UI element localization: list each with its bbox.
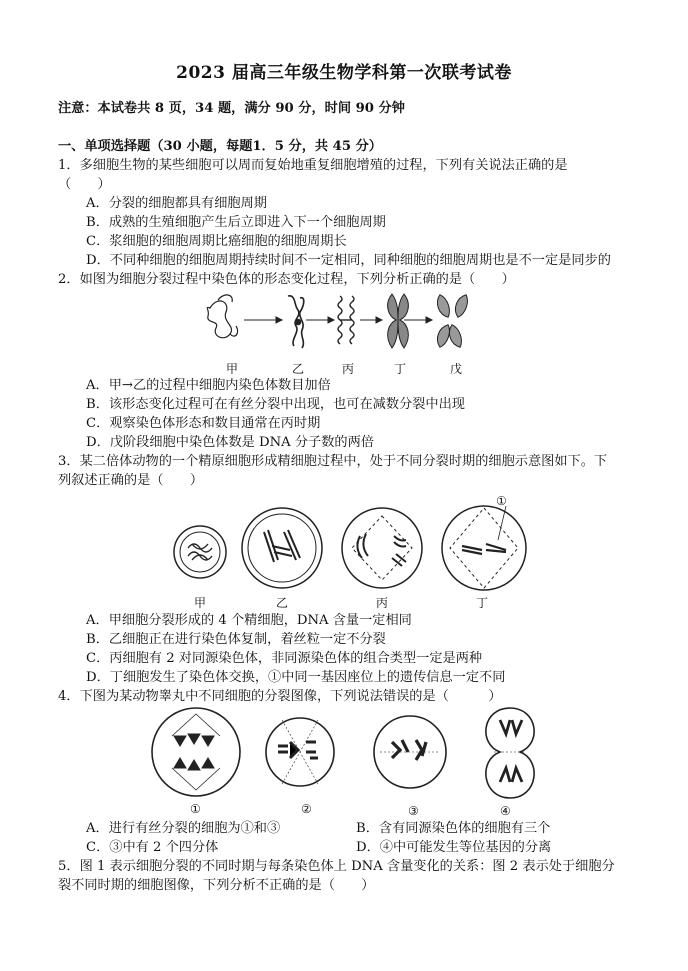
q5-stem-line2: 裂不同时期的细胞图像，下列分析不正确的是（ ）	[58, 878, 375, 893]
q4-label-1: ①	[190, 802, 201, 816]
chromosome-bing	[338, 296, 354, 344]
chromosome-ding	[388, 294, 409, 348]
q2-label-jia: 甲	[226, 362, 239, 376]
q3-label-ding: 丁	[476, 596, 489, 610]
q1-stem-line2: （ ）	[58, 177, 111, 192]
cell-yi	[242, 508, 322, 588]
q4-label-4: ④	[500, 804, 511, 818]
q4-option-d: D．④中可能发生等位基因的分离	[356, 840, 552, 855]
cell-jia	[174, 526, 226, 578]
cell-ding	[442, 506, 526, 590]
exam-title: 2023 届高三年级生物学科第一次联考试卷	[176, 63, 512, 83]
section-heading: 一、单项选择题（30 小题，每题1．5 分，共 45 分）	[58, 139, 382, 154]
q5-stem-line1: 5．图 1 表示细胞分裂的不同时期与每条染色体上 DNA 含量变化的关系：图 2 表示处于细胞分	[58, 859, 615, 874]
q3-stem-line1: 3．某二倍体动物的一个精原细胞形成精细胞过程中，处于不同分裂时期的细胞示意图如下。下	[58, 454, 608, 469]
q1-option-b: B．成熟的生殖细胞产生后立即进入下一个细胞周期	[86, 215, 386, 230]
q4-option-a: A．进行有丝分裂的细胞为①和③	[86, 821, 281, 836]
q4-option-b: B．含有同源染色体的细胞有三个	[356, 821, 551, 836]
q3-label-yi: 乙	[276, 596, 289, 610]
q2-label-ding: 丁	[394, 362, 407, 376]
q4-label-2: ②	[301, 802, 312, 816]
q1-option-c: C．浆细胞的细胞周期比癌细胞的细胞周期长	[86, 234, 347, 249]
q2-label-bing: 丙	[342, 362, 355, 376]
cell-bing	[342, 508, 422, 588]
q3-label-bing: 丙	[376, 596, 389, 610]
q2-option-a: A．甲→乙的过程中细胞内染色体数目加倍	[86, 378, 331, 393]
exam-notice: 注意：本试卷共 8 页，34 题，满分 90 分，时间 90 分钟	[58, 101, 405, 116]
q3-option-c: C．丙细胞有 2 对同源染色体，非同源染色体的组合类型一定是两种	[86, 651, 483, 666]
q1-option-d: D．不同种细胞的细胞周期持续时间不一定相同，同种细胞的细胞周期也是不一定是同步的	[86, 253, 611, 268]
q4-label-3: ③	[408, 804, 419, 818]
q3-option-d: D．丁细胞发生了染色体交换，①中同一基因座位上的遗传信息一定不同	[86, 670, 506, 685]
chromosome-yi	[288, 296, 304, 348]
q4-cell-figure	[150, 706, 540, 802]
q3-option-b: B．乙细胞正在进行染色体复制，着丝粒一定不分裂	[86, 632, 386, 647]
q1-option-a: A．分裂的细胞都具有细胞周期	[86, 196, 267, 211]
cell-4	[486, 708, 534, 798]
q2-option-c: C．观察染色体形态和数目通常在丙时期	[86, 416, 321, 431]
q4-stem: 4．下图为某动物睾丸中不同细胞的分裂图像，下列说法错误的是（ ）	[58, 689, 502, 704]
q2-label-wu: 戊	[450, 362, 463, 376]
chromatin-jia	[207, 295, 237, 338]
q3-cell-figure	[172, 492, 532, 592]
q3-marker-1: ①	[496, 494, 507, 508]
q2-label-yi: 乙	[292, 362, 305, 376]
chromosome-wu	[434, 293, 470, 350]
q2-option-b: B．该形态变化过程可在有丝分裂中出现，也可在减数分裂中出现	[86, 397, 465, 412]
cell-3	[374, 716, 446, 788]
q2-stem: 2．如图为细胞分裂过程中染色体的形态变化过程，下列分析正确的是（ ）	[58, 272, 515, 287]
cell-2	[266, 718, 334, 786]
cell-1	[152, 708, 240, 796]
q2-option-d: D．戊阶段细胞中染色体数是 DNA 分子数的两倍	[86, 435, 374, 450]
q1-stem-line1: 1．多细胞生物的某些细胞可以周而复始地重复细胞增殖的过程，下列有关说法正确的是	[58, 158, 568, 173]
q2-chromosome-figure	[200, 290, 480, 352]
q4-option-c: C．③中有 2 个四分体	[86, 840, 219, 855]
q3-stem-line2: 列叙述正确的是（ ）	[58, 473, 204, 488]
q3-label-jia: 甲	[194, 596, 207, 610]
q3-option-a: A．甲细胞分裂形成的 4 个精细胞，DNA 含量一定相同	[86, 613, 412, 628]
